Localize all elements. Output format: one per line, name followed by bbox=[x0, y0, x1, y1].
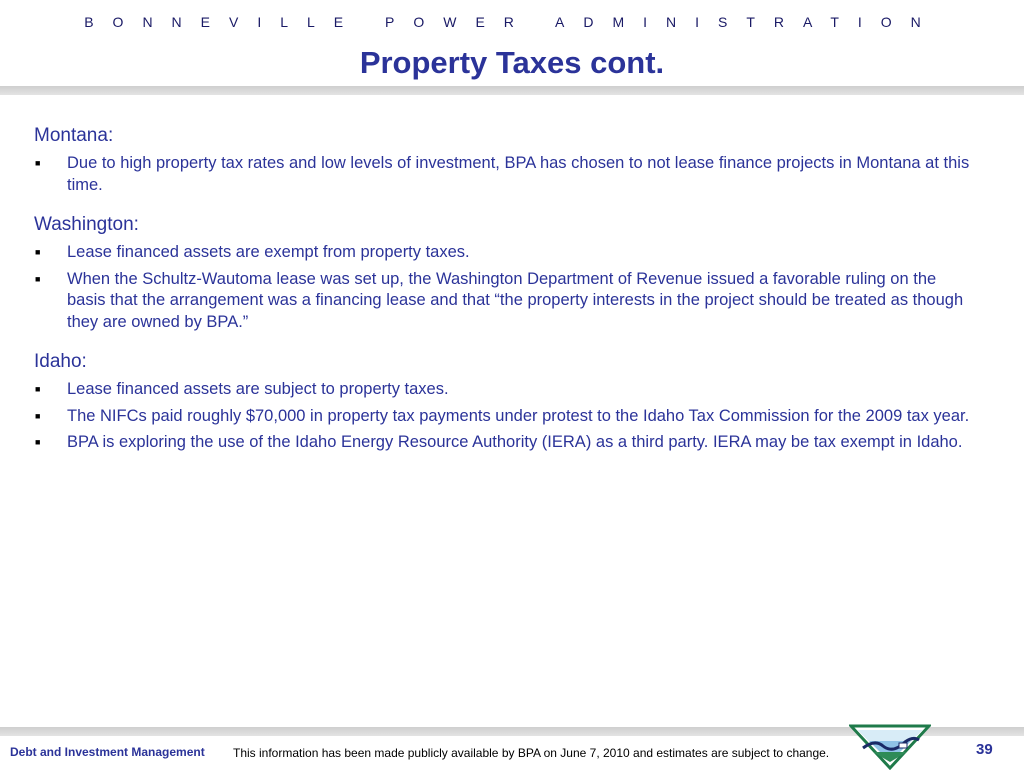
section-heading: Montana: bbox=[34, 125, 114, 146]
bullet-item bbox=[34, 269, 979, 334]
bullet-item bbox=[34, 379, 979, 401]
slide-title: Property Taxes cont. bbox=[359, 45, 665, 80]
header-divider bbox=[0, 86, 1024, 95]
bullet-item bbox=[34, 432, 979, 454]
organization-name: BONNEVILLE POWER ADMINISTRATION bbox=[84, 14, 940, 30]
square-bullet-icon: ■ bbox=[35, 437, 41, 447]
section-heading: Washington: bbox=[34, 214, 139, 235]
bullet-text: BPA is exploring the use of the Idaho Energy Resource Authority (IERA) as a third party. IERA may be tax exempt in Idaho. bbox=[67, 433, 963, 451]
section-washington bbox=[34, 214, 979, 333]
bullet-item bbox=[34, 242, 979, 264]
footer-department: Debt and Investment Management bbox=[10, 745, 205, 759]
bpa-logo-icon bbox=[849, 724, 931, 770]
footer-disclaimer: This information has been made publicly available by BPA on June 7, 2010 and estimates are subject to change. bbox=[233, 746, 830, 760]
bullet-text: The NIFCs paid roughly $70,000 in property tax payments under protest to the Idaho Tax Commission for the 2009 tax year. bbox=[67, 406, 970, 425]
bullet-item bbox=[34, 153, 979, 196]
bullet-text: Lease financed assets are exempt from property taxes. bbox=[67, 243, 470, 261]
bullet-text: Due to high property tax rates and low levels of investment, BPA has chosen to not lease finance projects in Montana at this time. bbox=[67, 154, 970, 194]
square-bullet-icon: ■ bbox=[35, 247, 41, 257]
section-montana bbox=[34, 125, 979, 196]
page-number: 39 bbox=[976, 741, 993, 758]
square-bullet-icon: ■ bbox=[35, 158, 41, 168]
bullet-text: Lease financed assets are subject to property taxes. bbox=[67, 380, 449, 398]
section-idaho bbox=[34, 351, 979, 454]
square-bullet-icon: ■ bbox=[35, 384, 41, 394]
square-bullet-icon: ■ bbox=[35, 410, 41, 421]
bullet-item bbox=[34, 406, 979, 428]
square-bullet-icon: ■ bbox=[35, 273, 41, 284]
slide-body bbox=[34, 125, 979, 472]
section-heading: Idaho: bbox=[34, 351, 87, 372]
bullet-text: When the Schultz-Wautoma lease was set up, the Washington Department of Revenue issued a favorable ruling on the basis that the arrangement was a financing lease and that “the property interests in the project should be treated as though they are owned by BPA.” bbox=[67, 269, 964, 331]
